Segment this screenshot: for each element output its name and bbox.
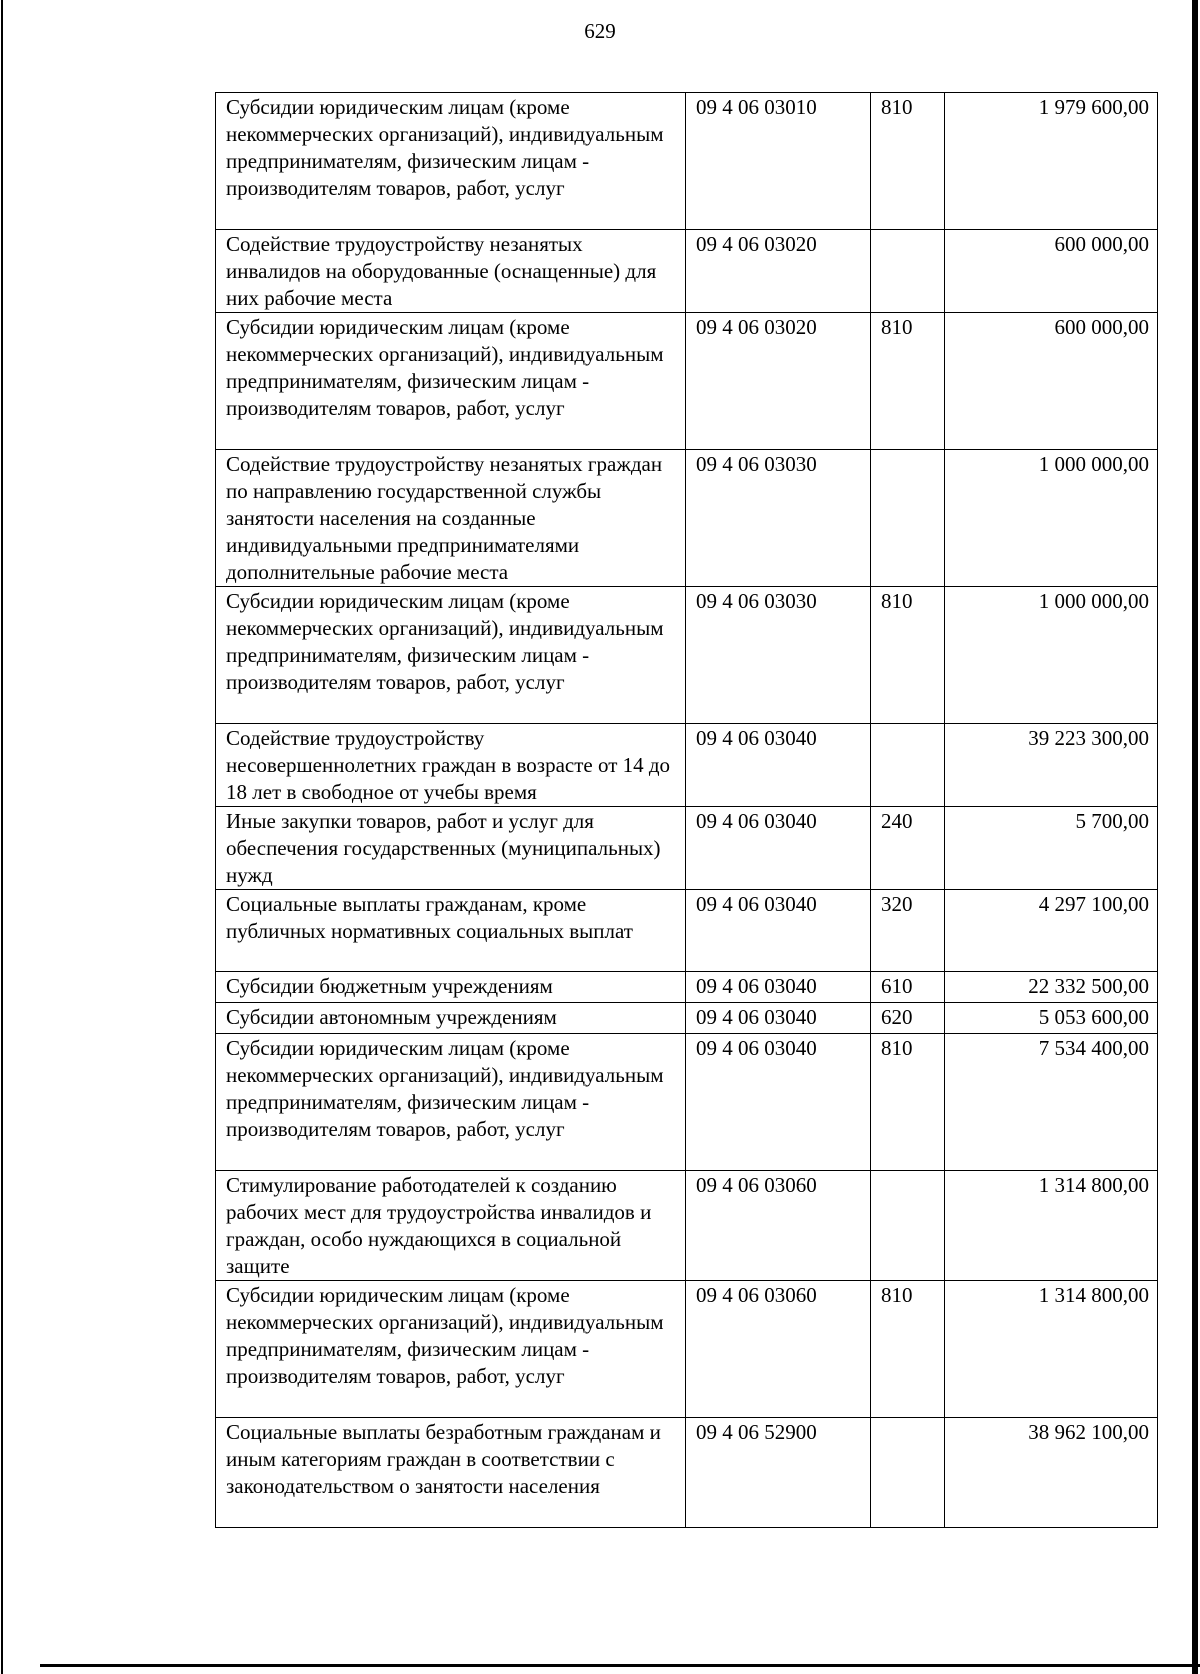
row-name: Субсидии юридическим лицам (кроме некоммерческих организаций), индивидуальным предпринимателям, физическим лицам - производителям товаров, работ, услуг — [216, 587, 686, 724]
table-row — [216, 587, 1158, 724]
row-name: Субсидии бюджетным учреждениям — [216, 972, 686, 1003]
row-name: Содействие трудоустройству незанятых граждан по направлению государственной службы занятости населения на созданные индивидуальными предпринимателями дополнительные рабочие места — [216, 450, 686, 587]
row-amount: 22 332 500,00 — [945, 972, 1158, 1003]
row-amount: 1 314 800,00 — [945, 1171, 1158, 1281]
row-code: 09 4 06 03020 — [686, 230, 871, 313]
row-type: 810 — [871, 1034, 945, 1171]
row-type: 620 — [871, 1003, 945, 1034]
row-code: 09 4 06 03040 — [686, 807, 871, 890]
row-code: 09 4 06 03010 — [686, 93, 871, 230]
row-name: Содействие трудоустройству несовершеннолетних граждан в возрасте от 14 до 18 лет в свободное от учебы время — [216, 724, 686, 807]
row-amount: 1 314 800,00 — [945, 1281, 1158, 1418]
budget-table — [215, 92, 1158, 1528]
table-row — [216, 450, 1158, 587]
table-row — [216, 93, 1158, 230]
row-amount: 5 053 600,00 — [945, 1003, 1158, 1034]
row-type — [871, 1171, 945, 1281]
table-row — [216, 972, 1158, 1003]
row-name: Субсидии юридическим лицам (кроме некоммерческих организаций), индивидуальным предпринимателям, физическим лицам - производителям товаров, работ, услуг — [216, 313, 686, 450]
row-amount: 5 700,00 — [945, 807, 1158, 890]
row-amount: 1 000 000,00 — [945, 450, 1158, 587]
table-row — [216, 313, 1158, 450]
row-name: Субсидии юридическим лицам (кроме некоммерческих организаций), индивидуальным предпринимателям, физическим лицам - производителям товаров, работ, услуг — [216, 93, 686, 230]
scan-edge-left — [1, 0, 3, 1674]
row-code: 09 4 06 03060 — [686, 1281, 871, 1418]
page-number: 629 — [584, 19, 616, 43]
row-name: Стимулирование работодателей к созданию рабочих мест для трудоустройства инвалидов и граждан, особо нуждающихся в социальной защите — [216, 1171, 686, 1281]
table-row — [216, 724, 1158, 807]
row-code: 09 4 06 03040 — [686, 890, 871, 972]
row-type: 810 — [871, 587, 945, 724]
row-name: Социальные выплаты гражданам, кроме публичных нормативных социальных выплат — [216, 890, 686, 972]
scan-edge-right — [1192, 0, 1198, 1674]
row-code: 09 4 06 03030 — [686, 450, 871, 587]
table-row — [216, 890, 1158, 972]
row-code: 09 4 06 03040 — [686, 1003, 871, 1034]
row-name: Субсидии юридическим лицам (кроме некоммерческих организаций), индивидуальным предпринимателям, физическим лицам - производителям товаров, работ, услуг — [216, 1034, 686, 1171]
row-type — [871, 1418, 945, 1528]
row-amount: 1 979 600,00 — [945, 93, 1158, 230]
table-row — [216, 230, 1158, 313]
scan-edge-bottom — [40, 1664, 1200, 1667]
table-row — [216, 1003, 1158, 1034]
row-type — [871, 450, 945, 587]
row-type: 610 — [871, 972, 945, 1003]
row-type — [871, 230, 945, 313]
row-name: Субсидии юридическим лицам (кроме некоммерческих организаций), индивидуальным предпринимателям, физическим лицам - производителям товаров, работ, услуг — [216, 1281, 686, 1418]
row-type — [871, 724, 945, 807]
row-amount: 4 297 100,00 — [945, 890, 1158, 972]
row-name: Социальные выплаты безработным гражданам и иным категориям граждан в соответствии с законодательством о занятости населения — [216, 1418, 686, 1528]
row-code: 09 4 06 03020 — [686, 313, 871, 450]
row-name: Иные закупки товаров, работ и услуг для обеспечения государственных (муниципальных) нужд — [216, 807, 686, 890]
row-code: 09 4 06 03060 — [686, 1171, 871, 1281]
row-type: 240 — [871, 807, 945, 890]
row-amount: 600 000,00 — [945, 313, 1158, 450]
row-type: 320 — [871, 890, 945, 972]
row-amount: 7 534 400,00 — [945, 1034, 1158, 1171]
table-row — [216, 1034, 1158, 1171]
row-code: 09 4 06 03040 — [686, 972, 871, 1003]
row-amount: 1 000 000,00 — [945, 587, 1158, 724]
row-name: Содействие трудоустройству незанятых инвалидов на оборудованные (оснащенные) для них рабочие места — [216, 230, 686, 313]
row-name: Субсидии автономным учреждениям — [216, 1003, 686, 1034]
row-amount: 600 000,00 — [945, 230, 1158, 313]
row-amount: 39 223 300,00 — [945, 724, 1158, 807]
table-row — [216, 807, 1158, 890]
row-code: 09 4 06 03040 — [686, 724, 871, 807]
row-type: 810 — [871, 313, 945, 450]
table-row — [216, 1418, 1158, 1528]
row-code: 09 4 06 03040 — [686, 1034, 871, 1171]
row-type: 810 — [871, 1281, 945, 1418]
row-amount: 38 962 100,00 — [945, 1418, 1158, 1528]
row-code: 09 4 06 03030 — [686, 587, 871, 724]
row-code: 09 4 06 52900 — [686, 1418, 871, 1528]
table-row — [216, 1171, 1158, 1281]
row-type: 810 — [871, 93, 945, 230]
table-row — [216, 1281, 1158, 1418]
